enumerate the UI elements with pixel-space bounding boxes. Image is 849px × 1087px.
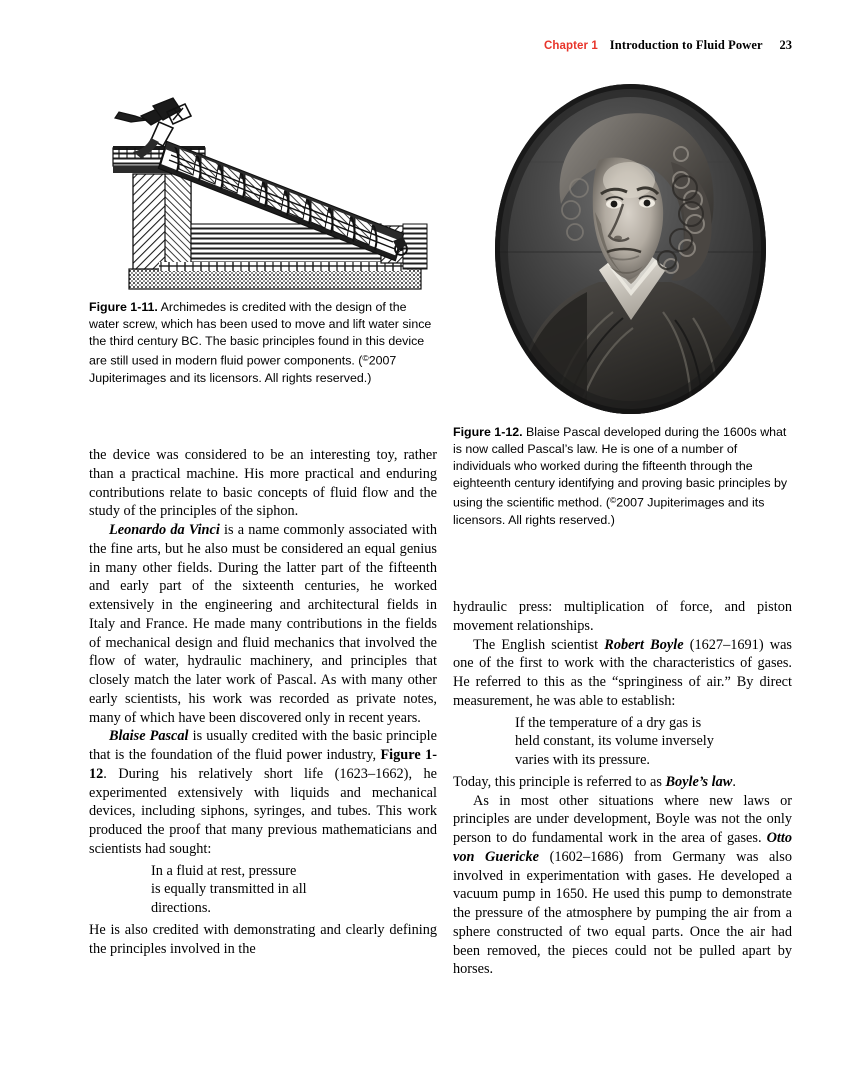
figure-1-11-caption-credit: 2007 Jupiterimages and its licensors. All rights reserved.): [89, 353, 397, 385]
figure-1-12-caption-credit: 2007 Jupiterimages and its licensors. All rights reserved.): [453, 495, 765, 528]
running-head-chapter-label: Chapter 1: [543, 40, 598, 52]
figure-1-12-caption-text: Blaise Pascal developed during the 1600s what is now called Pascal’s law. He is one of a number of individuals who worked during the fifteenth through the eighteenth century identifying and proving basic principles by using the scientific method. (: [453, 425, 788, 510]
copyright-symbol: ©: [610, 495, 617, 506]
paragraph-pascal-text-a: is usually credited with the basic principle that is the foundation of the fluid power industry,: [89, 728, 437, 763]
paragraph-otto-von-guericke: [453, 792, 792, 980]
law-name-boyles-law: Boyle’s law: [665, 773, 733, 790]
paragraph-hydraulic-press-cont: hydraulic press: multiplication of force, and piston movement relationships.: [453, 599, 792, 634]
body-column-right: [453, 598, 792, 979]
person-name-blaise-pascal: Blaise Pascal: [109, 728, 189, 745]
paragraph-pascal-text-b: . During his relatively short life (1623–1662), he experimented extensively with liquids and mechanical devices, including siphons, syringes, and tubes. This work produced the proof that many previous mathematicians and scientists had sought:: [89, 765, 437, 857]
paragraph-leonardo-da-vinci: [89, 521, 437, 727]
blockquote-line: varies with its pressure.: [515, 752, 650, 768]
paragraph-guericke-text-a: As in most other situations where new laws or principles are under development, Boyle was not the only person to do fundamental work in the area of gases.: [453, 792, 792, 846]
figure-1-11-caption-label: Figure 1-11.: [89, 300, 158, 314]
archimedes-screw-engraving: [89, 86, 437, 291]
blockquote-line: directions.: [151, 900, 211, 916]
paragraph-boyles-law-text-b: .: [732, 773, 736, 790]
blockquote-line: is equally transmitted in all: [151, 881, 307, 898]
paragraph-boyles-law-naming: [453, 773, 792, 792]
paragraph-leonardo-text: is a name commonly associated with the fine arts, but he also must be considered an equal genius in many other fields. During the latter part of the fifteenth and early part of the sixteenth centuries, he worked extensively in the engineering and architectural fields in Italy and France. He made many contributions in the fields of mechanical design and fluid mechanics that involved the flow of water, hydraulic machinery, and principles that closely match the later work of Pascal. As with many other early scientists, his work was recorded as private notes, many of which have been discovered only in recent years.: [89, 522, 437, 726]
paragraph-hydraulic-press-intro: He is also credited with demonstrating and clearly defining the principles involved in the: [89, 921, 437, 957]
figure-1-12-caption-label: Figure 1-12.: [453, 425, 523, 439]
paragraph-guericke-text-b: (1602–1686) from Germany was also involved in experimentation with gases. He developed a vacuum pump in 1650. He used this pump to demonstrate the pressure of the atmosphere by pumping the air from a sphere constructed of two equal parts. Once the air had been removed, the pieces could not be pulled apart by horses.: [453, 848, 792, 978]
figure-1-12-image: [495, 84, 766, 414]
blaise-pascal-portrait: [495, 84, 766, 414]
person-name-robert-boyle: Robert Boyle: [604, 636, 684, 653]
paragraph-boyles-law-text-a: Today, this principle is referred to as: [453, 773, 666, 790]
paragraph-boyle-text-a: The English scientist: [473, 636, 605, 653]
blockquote-line: In a fluid at rest, pressure: [151, 862, 297, 879]
figure-reference-1-12: Figure 1-12: [89, 747, 437, 782]
blockquote-line: If the temperature of a dry gas is: [515, 714, 702, 731]
paragraph-blaise-pascal: [89, 727, 437, 858]
page-number: 23: [779, 38, 792, 52]
paragraph-boyle-text-b: (1627–1691) was one of the first to work with the characteristics of gases. He referred to this as the “springiness of air.” By direct measurement, he was able to establish:: [453, 636, 792, 709]
figure-1-12-caption: [453, 424, 794, 529]
running-head-chapter-title: Introduction to Fluid Power: [609, 38, 763, 52]
body-column-left: [89, 446, 437, 958]
copyright-symbol: ©: [362, 353, 369, 364]
running-head: [0, 38, 792, 53]
paragraph-device-toy: the device was considered to be an interesting toy, rather than a practical machine. His more practical and enduring contributions relate to basic concepts of fluid flow and the study of the principles of the siphon.: [89, 447, 437, 520]
blockquote-pascals-law: [89, 862, 437, 918]
figure-1-11-image: [89, 86, 437, 291]
paragraph-robert-boyle: [453, 636, 792, 711]
blockquote-line: held constant, its volume inversely: [515, 733, 714, 750]
figure-1-11-caption: [89, 299, 439, 387]
figure-1-11-caption-text: Archimedes is credited with the design of the water screw, which has been used to move and lift water since the third century BC. The basic principles found in this device are still used in modern fluid power components. (: [89, 300, 432, 368]
person-name-leonardo-da-vinci: Leonardo da Vinci: [109, 522, 220, 538]
person-name-otto-von-guericke: Otto von Guericke: [453, 830, 792, 865]
blockquote-boyles-law: [453, 714, 792, 770]
